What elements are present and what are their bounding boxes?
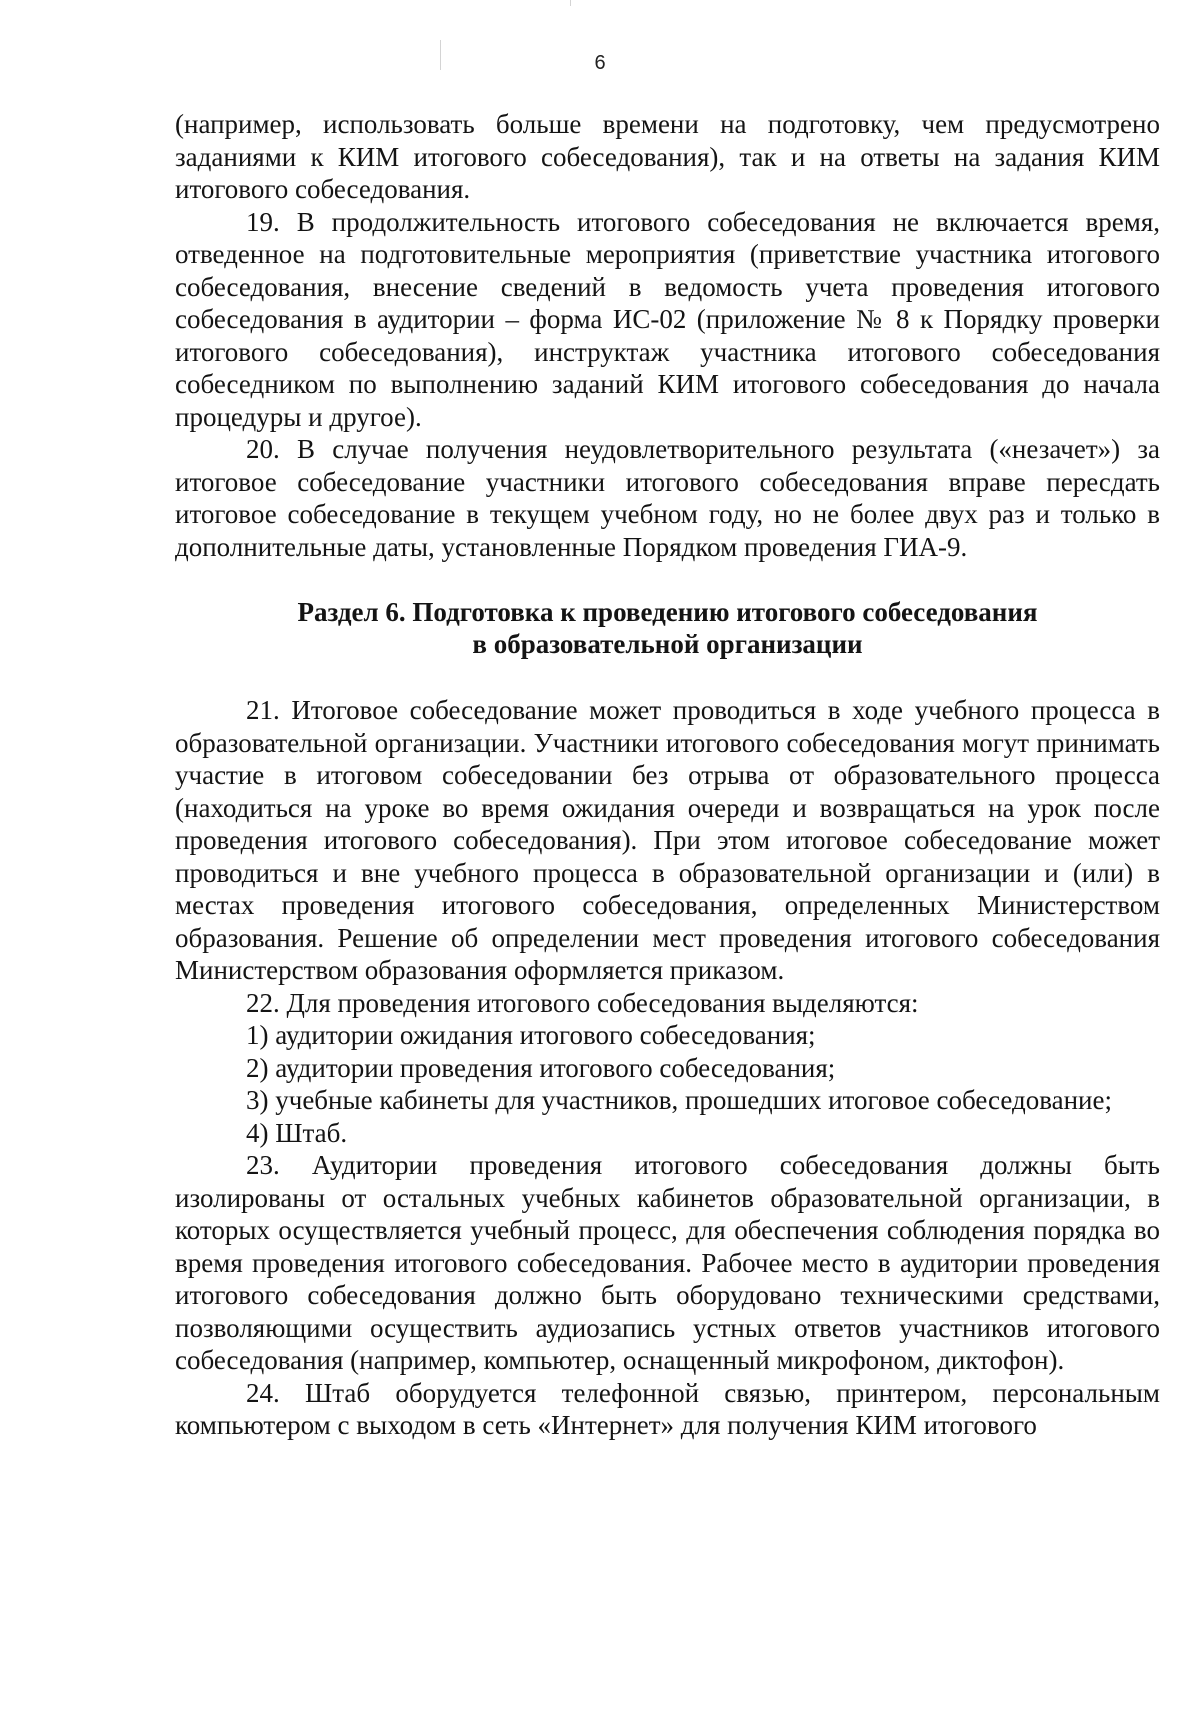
paragraph-22: 22. Для проведения итогового собеседования выделяются: bbox=[246, 987, 919, 1018]
document-body bbox=[175, 108, 1160, 1442]
page-number: 6 bbox=[594, 52, 606, 74]
paragraph-24: 24. Штаб оборудуется телефонной связью, принтером, персональным компьютером с выходом в сеть «Интернет» для получения КИМ итогового bbox=[175, 1377, 1160, 1440]
section-heading-line-1: Раздел 6. Подготовка к проведению итогового собеседования bbox=[297, 597, 1038, 627]
paragraph-23: 23. Аудитории проведения итогового собеседования должны быть изолированы от остальных учебных кабинетов образовательной организации, в которых осуществляется учебный процесс, для обеспечения соблюдения порядка во время проведения итогового собеседования. Рабочее место в аудитории проведения итогового собеседования должно быть оборудовано техническими средствами, позволяющими осуществить аудиозапись устных ответов участников итогового собеседования (например, компьютер, оснащенный микрофоном, диктофон). bbox=[175, 1150, 1160, 1375]
paragraph-continuation: (например, использовать больше времени на подготовку, чем предусмотрено заданиями к КИМ итогового собеседования), так и на ответы на задания КИМ итогового собеседования. bbox=[175, 109, 1160, 204]
section-heading-line-2: в образовательной организации bbox=[472, 629, 863, 659]
paragraph-19: 19. В продолжительность итогового собеседования не включается время, отведенное на подготовительные мероприятия (приветствие участника итогового собеседования, внесение сведений в ведомость учета проведения итогового собеседования в аудитории – форма ИС-02 (приложение № 8 к Порядку проверки итогового собеседования), инструктаж участника итогового собеседования собеседником по выполнению заданий КИМ итогового собеседования до начала процедуры и другое). bbox=[175, 206, 1160, 432]
list-item-1: 1) аудитории ожидания итогового собеседования; bbox=[246, 1020, 816, 1050]
list-item-3: 3) учебные кабинеты для участников, прошедших итоговое собеседование; bbox=[246, 1085, 1112, 1115]
paragraph-21: 21. Итоговое собеседование может проводиться в ходе учебного процесса в образовательной организации. Участники итогового собеседования могут принимать участие в итоговом собеседовании без отрыва от образовательного процесса (находиться на уроке во время ожидания очереди и возвращаться на урок после проведения итогового собеседования). При этом итоговое собеседование может проводиться и вне учебного процесса в образовательной организации и (или) в местах проведения итогового собеседования, определенных Министерством образования. Решение об определении мест проведения итогового собеседования Министерством образования оформляется приказом. bbox=[175, 695, 1160, 985]
section-heading bbox=[175, 596, 1160, 660]
paragraph-20: 20. В случае получения неудовлетворительного результата («незачет») за итоговое собеседование участники итогового собеседования вправе пересдать итоговое собеседование в текущем учебном году, но не более двух раз и только в дополнительные даты, установленные Порядком проведения ГИА-9. bbox=[175, 434, 1160, 562]
scan-mark-top bbox=[570, 0, 571, 6]
list-item-4: 4) Штаб. bbox=[246, 1117, 348, 1148]
list-item-2: 2) аудитории проведения итогового собеседования; bbox=[246, 1052, 836, 1083]
